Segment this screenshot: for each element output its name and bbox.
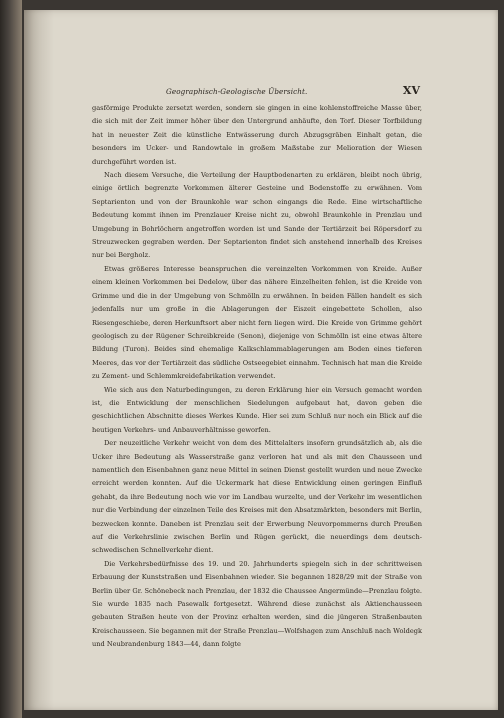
paragraph: Nach diesem Versuche, die Verteilung der Hauptbodenarten zu erklären, bleibt noch übrig, einige örtlich begrenzte Vorkommen älterer Gesteine und Bodenstoffe zu erwähnen. Vom Septarienton und von der Braunkohle war schon eingangs die Rede. Eine wirtschaftliche Bedeutung kommt ihnen im Prenzlauer Kreise nicht zu, obwohl Braunkohle in Prenzlau und Umgebung in Bohrlöchern angetroffen worden ist und Sande der Tertiärzeit bei Röpersdorf zu Streuzwecken gegraben werden. Der Septarienton findet sich anstehend innerhalb des Kreises nur bei Bergholz.: [92, 171, 422, 260]
book-binding-edge: [0, 0, 22, 718]
page-header: [146, 84, 420, 100]
page-gutter-shadow: [24, 10, 54, 710]
page-number: XV: [402, 84, 420, 97]
paragraph: gasförmige Produkte zersetzt werden, sondern sie gingen in eine kohlenstoffreiche Masse über, die sich mit der Zeit immer höher über den Untergrund anhäufte, den Torf. Dieser Torfbildung hat in neuester Zeit die künstliche Entwässerung durch Abzugsgräben Einhalt getan, die besonders im Ucker- und Randowtale in großem Maßstabe zur Melioration der Wiesen durchgeführt worden ist.: [92, 104, 422, 166]
paragraph: Wie sich aus den Naturbedingungen, zu deren Erklärung hier ein Versuch gemacht worden ist, die Entwicklung der menschlichen Siedelungen aufgebaut hat, davon geben die geschichtlichen Abschnitte dieses Werkes Kunde. Hier sei zum Schluß nur noch ein Blick auf die heutigen Verkehrs- und Anbauverhältnisse geworfen.: [92, 385, 422, 434]
paragraph: Etwas größeres Interesse beanspruchen die vereinzelten Vorkommen von Kreide. Außer einem kleinen Vorkommen bei Dedelow, über das nähere Einzelheiten fehlen, ist die Kreide von Grimme und die in der Umgebung von Schmölln zu erwähnen. In beiden Fällen handelt es sich jedenfalls nur um große in die Ablagerungen der Eiszeit eingebettete Schollen, also Riesengeschiebe, deren Herkunftsort aber nicht fern liegen wird. Die Kreide von Grimme gehört geologisch zu der Rügener Schreibkreide (Senon), diejenige von Schmölln ist eine etwas ältere Bildung (Turon). Beides sind ehemalige Kalkschlammablagerungen am Boden eines tieferen Meeres, das vor der Tertiärzeit das südliche Ostseegebiet einnahm. Technisch hat man die Kreide zu Zement- und Schlemmkreidefabrikation verwendet.: [92, 264, 422, 381]
body-text: [92, 102, 422, 652]
paragraph: Die Verkehrsbedürfnisse des 19. und 20. Jahrhunderts spiegeln sich in der schrittweisen Erbauung der Kunststraßen und Eisenbahnen wieder. Sie begannen 1828/29 mit der Straße von Berlin über Gr. Schönebeck nach Prenzlau, der 1832 die Chaussee Angermünde—Prenzlau folgte. Sie wurde 1835 nach Pasewalk fortgesetzt. Während diese zunächst als Aktienchausseen gebauten Straßen heute von der Provinz erhalten werden, sind die jüngeren Straßenbauten Kreischausseen. Sie begannen mit der Straße Prenzlau—Wolfshagen zum Anschluß nach Woldegk und Neubrandenburg 1843—44, dann folgte: [92, 559, 422, 649]
paragraph: Der neuzeitliche Verkehr weicht von dem des Mittelalters insofern grundsätzlich ab, als die Ucker ihre Bedeutung als Wasserstraße ganz verloren hat und als mit den Chausseen und namentlich den Eisenbahnen ganz neue Mittel in seinen Dienst gestellt wurden und neue Zwecke erreicht werden konnten. Auf die Uckermark hat diese Entwicklung einen geringen Einfluß gehabt, da ihre Bedeutung noch wie vor im Landbau wurzelte, und der Verkehr im wesentlichen nur die Verbindung der einzelnen Teile des Kreises mit den Absatzmärkten, besonders mit Berlin, bezwecken konnte. Daneben ist Prenzlau seit der Erwerbung Neuvorpommerns durch Preußen auf die Verkehrslinie zwischen Berlin und Rügen gerückt, die neuerdings dem deutsch-schwedischen Schnellverkehr dient.: [92, 439, 422, 555]
running-title: Geographisch-Geologische Übersicht.: [166, 87, 308, 96]
